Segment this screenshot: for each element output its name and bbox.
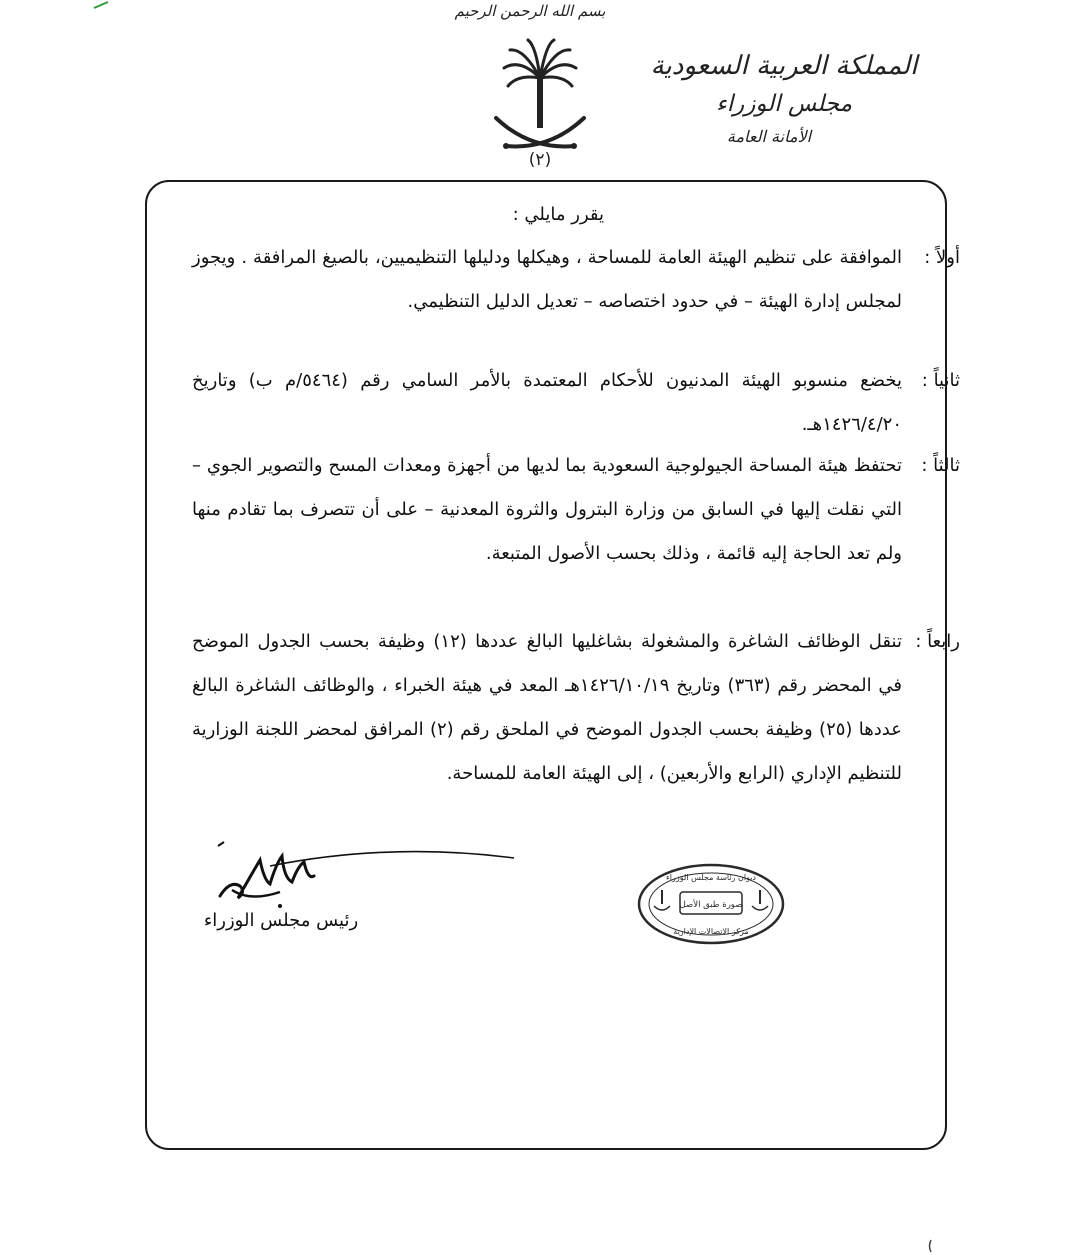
- letterhead-kingdom: المملكة العربية السعودية: [650, 51, 918, 81]
- page-number: (٢): [528, 150, 552, 170]
- signer-title: رئيس مجلس الوزراء: [203, 910, 359, 931]
- clause-label: ثالثاً :: [921, 455, 960, 476]
- clause-label: أولاً :: [924, 247, 960, 268]
- decision-intro: يقرر مايلي :: [512, 204, 604, 225]
- clause-text: تحتفظ هيئة المساحة الجيولوجية السعودية بما لديها من أجهزة ومعدات المسح والتصوير الجوي – التي نقلت إليها في السابق من وزارة البترول والثروة المعدنية – على أن تتصرف بما تقادم منها ولم تعد الحاجة إليه قائمة ، وذلك بحسب الأصول المتبعة.: [192, 455, 902, 564]
- clause-first: [192, 236, 960, 324]
- clause-label: ثانياً :: [921, 370, 960, 391]
- letterhead-council: مجلس الوزراء: [715, 91, 853, 117]
- stamp-center-text: صورة طبق الأصل: [679, 900, 743, 910]
- clause-second: [192, 359, 960, 447]
- signature-icon: [210, 840, 320, 910]
- clause-fourth: [192, 620, 960, 796]
- clause-text: الموافقة على تنظيم الهيئة العامة للمساحة ، وهيكلها ودليلها التنظيميين، بالصيغ المرافقة . ويجوز لمجلس إدارة الهيئة – في حدود اختصاصه – تعديل الدليل التنظيمي.: [192, 247, 902, 312]
- letterhead-secretariat: الأمانة العامة: [726, 127, 812, 146]
- scan-edge-mark: [92, 0, 110, 10]
- stamp-top-text: ديوان رئاسة مجلس الوزراء: [666, 873, 756, 882]
- stamp-bottom-text: مركز الاتصالات الإدارية: [673, 927, 749, 936]
- scan-mark: [926, 1238, 936, 1254]
- clause-text: يخضع منسوبو الهيئة المدنيون للأحكام المعتمدة بالأمر السامي رقم (٥٤٦٤/م ب) وتاريخ ١٤٢٦/٤/٢٠هـ.: [192, 370, 902, 435]
- clause-text: تنقل الوظائف الشاغرة والمشغولة بشاغليها البالغ عددها (١٢) وظيفة بحسب الجدول الموضح في المحضر رقم (٣٦٣) وتاريخ ١٤٢٦/١٠/١٩هـ المعد في هيئة الخبراء ، والوظائف الشاغرة البالغ عددها (٢٥) وظيفة بحسب الجدول الموضح في الملحق رقم (٢) المرافق لمحضر اللجنة الوزارية للتنظيم الإداري (الرابع والأربعين) ، إلى الهيئة العامة للمساحة.: [192, 631, 902, 784]
- letterhead: [644, 46, 924, 152]
- clause-label: رابعاً :: [915, 631, 960, 652]
- clause-third: [192, 444, 960, 576]
- official-stamp: [636, 862, 786, 946]
- basmala: بسم الله الرحمن الرحيم: [454, 2, 606, 20]
